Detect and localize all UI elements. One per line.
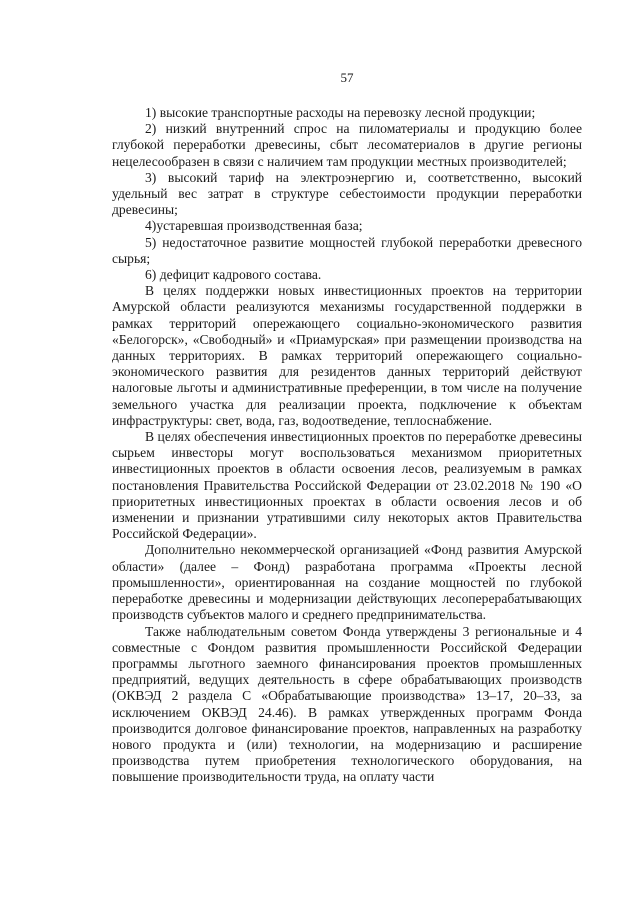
paragraph-8: В целях обеспечения инвестиционных проектов по переработке древесины сырьем инвесторы могут воспользоваться механизмом приоритетных инвестиционных проектов в области освоения лесов, реализуемым в рамках постановления Правительства Российской Федерации от 23.02.2018 № 190 «О приоритетных инвестиционных проектах в области освоения лесов и об изменении и признании утратившими силу некоторых актов Правительства Российской Федерации». xyxy=(112,429,582,542)
page-number: 57 xyxy=(340,70,354,85)
paragraph-4: 4)устаревшая производственная база; xyxy=(145,218,363,234)
paragraph-7: В целях поддержки новых инвестиционных проектов на территории Амурской области реализуются механизмы государственной поддержки в рамках территорий опережающего социально-экономического развития «Белогорск», «Свободный» и «Приамурская» при размещении производства на данных территориях. В рамках территорий опережающего социально-экономического развития для резидентов данных территорий действуют налоговые льготы и административные преференции, в том числе на получение земельного участка для реализации проекта, подключение к объектам инфраструктуры: свет, вода, газ, водоотведение, теплоснабжение. xyxy=(112,283,582,428)
paragraph-10: Также наблюдательным советом Фонда утверждены 3 региональные и 4 совместные с Фондом развития промышленности Российской Федерации программы льготного заемного финансирования проектов промышленных предприятий, ведущих деятельность в сфере обрабатывающих производств (ОКВЭД 2 раздела С «Обрабатывающие производства» 13–17, 20–33, за исключением ОКВЭД 24.46). В рамках утвержденных программ Фонда производится долговое финансирование проектов, направленных на разработку нового продукта и (или) технологии, на модернизацию и расширение производства путем приобретения технологического оборудования, на повышение производительности труда, на оплату части xyxy=(112,623,582,785)
paragraph-9: Дополнительно некоммерческой организацией «Фонд развития Амурской области» (далее – Фонд) разработана программа «Проекты лесной промышленности», ориентированная на создание мощностей по глубокой переработке древесины и модернизации действующих лесоперерабатывающих производств субъектов малого и среднего предпринимательства. xyxy=(112,542,582,623)
document-body xyxy=(112,105,582,786)
paragraph-2: 2) низкий внутренний спрос на пиломатериалы и продукцию более глубокой переработки древесины, сбыт лесоматериалов в другие регионы нецелесообразен в связи с наличием там продукции местных производителей; xyxy=(112,121,582,169)
paragraph-1: 1) высокие транспортные расходы на перевозку лесной продукции; xyxy=(145,105,536,120)
paragraph-6: 6) дефицит кадрового состава. xyxy=(145,267,322,283)
paragraph-5: 5) недостаточное развитие мощностей глубокой переработки древесного сырья; xyxy=(112,234,582,266)
paragraph-3: 3) высокий тариф на электроэнергию и, соответственно, высокий удельный вес затрат в структуре себестоимости продукции переработки древесины; xyxy=(112,169,582,218)
